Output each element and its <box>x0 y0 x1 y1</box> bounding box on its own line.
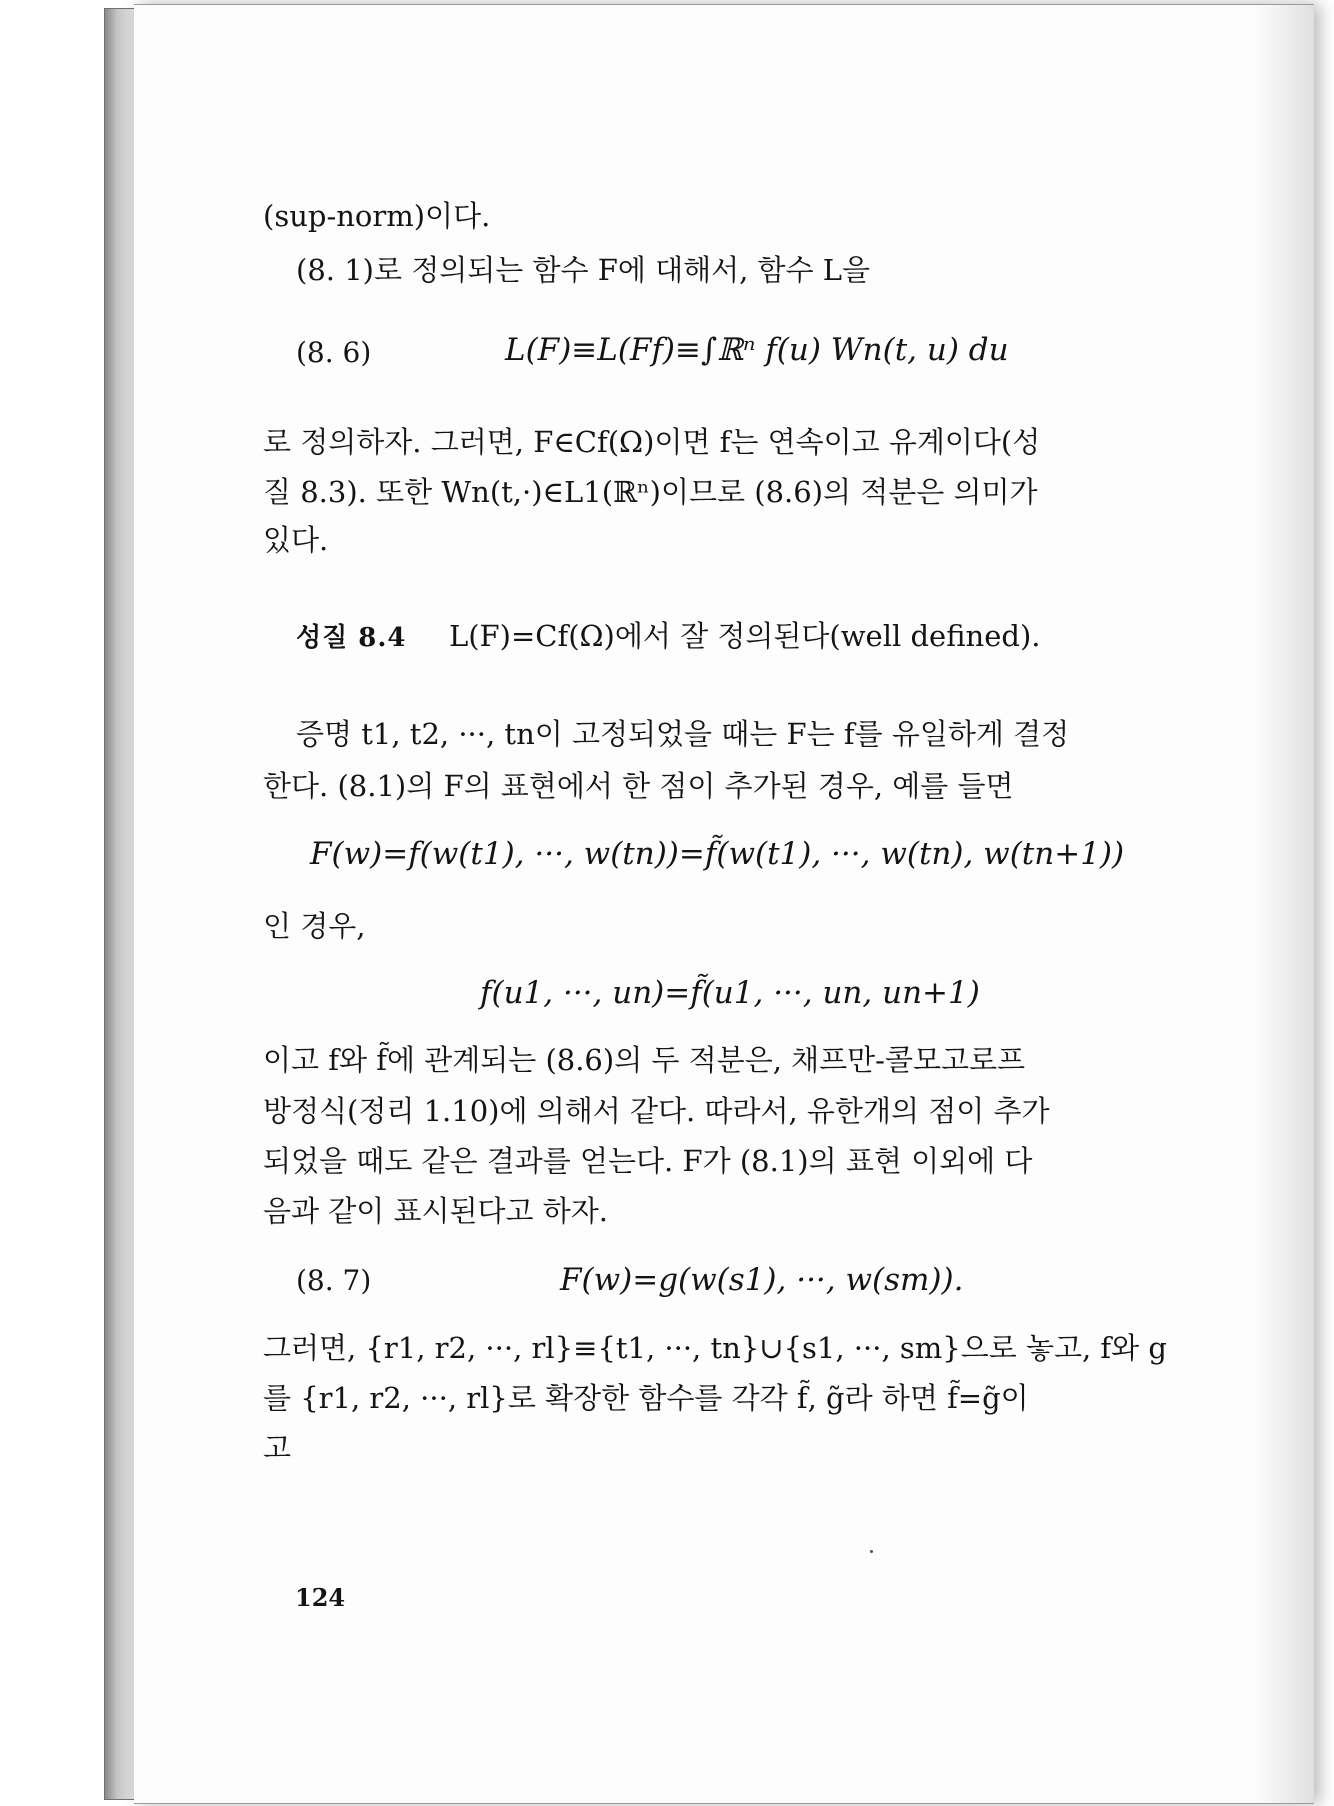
print-speck <box>870 1550 873 1553</box>
text-line-6: 있다. <box>263 523 329 557</box>
text-line-15: 되었을 때도 같은 결과를 얻는다. F가 (8.1)의 표현 이외에 다 <box>263 1144 1033 1178</box>
equation-f-tilde: f(u1, ···, un)=f̃(u1, ···, un, un+1) <box>480 975 980 1011</box>
text-line-1: (sup-norm)이다. <box>263 199 491 233</box>
text-line-4: 로 정의하자. 그러면, F∈Cf(Ω)이면 f는 연속이고 유계이다(성 <box>263 425 1041 459</box>
text-line-8: 증명 t1, t2, ···, tn이 고정되었을 때는 F는 f를 유일하게 결정 <box>296 717 1070 751</box>
property-8-4 <box>296 619 1041 653</box>
text-line-14: 방정식(정리 1.10)에 의해서 같다. 따라서, 유한개의 점이 추가 <box>263 1094 1050 1128</box>
page-number: 124 <box>295 1583 346 1612</box>
text-line-16: 음과 같이 표시된다고 하자. <box>263 1194 609 1228</box>
text-line-18: 그러면, {r1, r2, ···, rl}≡{t1, ···, tn}∪{s1, ···, sm}으로 놓고, f와 g <box>263 1331 1167 1365</box>
text-line-20: 고 <box>263 1431 292 1465</box>
text-line-5: 질 8.3). 또한 Wn(t,·)∈L1(ℝⁿ)이므로 (8.6)의 적분은 의미가 <box>263 475 1038 509</box>
equation-f-extension: F(w)=f(w(t1), ···, w(tn))=f̃(w(t1), ···, w(tn), w(tn+1)) <box>310 836 1125 872</box>
text-line-9: 한다. (8.1)의 F의 표현에서 한 점이 추가된 경우, 예를 들면 <box>263 769 1014 803</box>
equation-label-8-6: (8. 6) <box>296 336 372 369</box>
equation-8-6: L(F)≡L(Ff)≡∫ℝⁿ f(u) Wn(t, u) du <box>505 332 1009 368</box>
property-statement: L(F)=Cf(Ω)에서 잘 정의된다(well defined). <box>448 619 1041 653</box>
book-spine-edge <box>104 8 136 1800</box>
text-line-2: (8. 1)로 정의되는 함수 F에 대해서, 함수 L을 <box>296 253 871 287</box>
text-line-13: 이고 f와 f̃에 관계되는 (8.6)의 두 적분은, 채프만-콜모고로프 <box>263 1043 1026 1077</box>
property-heading: 성질 8.4 <box>296 623 407 653</box>
text-line-19: 를 {r1, r2, ···, rl}로 확장한 함수를 각각 f̃, g̃라 하면 f̃=g̃이 <box>263 1381 1029 1415</box>
equation-label-8-7: (8. 7) <box>296 1264 372 1297</box>
text-line-11: 인 경우, <box>263 909 366 943</box>
equation-8-7: F(w)=g(w(s1), ···, w(sm)). <box>560 1262 964 1298</box>
